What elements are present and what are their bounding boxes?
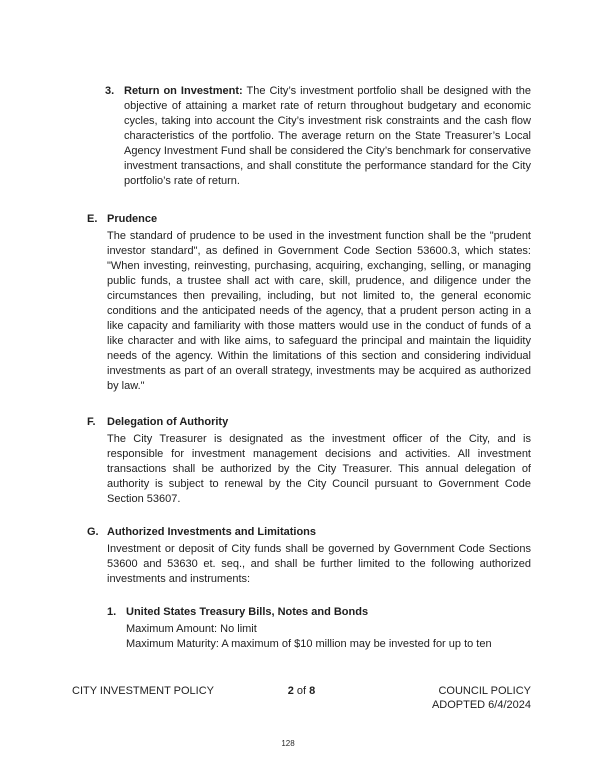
section-authorized-heading: Authorized Investments and Limitations: [107, 526, 317, 538]
section-delegation-text: The City Treasurer is designated as the investment officer of the City, and is responsible for investment management decisions and activities. All investment transactions shall be authorized by the City Treasurer. This annual delegation of authority is subject to renewal by the City Council pursuant to Government Code Section 53607.: [107, 433, 531, 505]
footer-page-separator: of: [293, 685, 310, 697]
maximum-maturity-line: Maximum Maturity: A maximum of $10 million may be invested for up to ten: [126, 638, 492, 650]
footer-page-indicator: [288, 684, 316, 698]
section-prudence-text: The standard of prudence to be used in the investment function shall be the "prudent investor standard", as defined in Government Code Section 53600.3, which states: "When investing, reinvesting, purchasing, acquiring, exchanging, selling, or managing public funds, a trustee shall act with care, skill, prudence, and diligence under the circumstances then prevailing, including, but not limited to, the general economic conditions and the anticipated needs of the agency, that a prudent person acting in a like capacity and familiarity with those matters would use in the conduct of funds of a like character and with like aims, to safeguard the principal and maintain the liquidity needs of the agency. Within the limitations of this section and considering individual investments as part of an overall strategy, investments may be acquired as authorized by law.": [107, 230, 531, 392]
list-item-1-content: [126, 605, 531, 652]
footer-adopted-date: ADOPTED 6/4/2024: [431, 699, 531, 711]
list-item-3-text: The City’s investment portfolio shall be designed with the objective of attaining a market rate of return throughout budgetary and economic cycles, taking into account the City’s investment risk constraints and the cash flow characteristics of the portfolio. The average return on the State Treasurer’s Local Agency Investment Fund shall be considered the City’s benchmark for conservative investment transactions, and shall constitute the performance standard for the City portfolio’s rate of return.: [124, 85, 532, 187]
document-body: [87, 84, 531, 652]
section-delegation-letter: F.: [87, 416, 96, 428]
scan-page-number: 128: [281, 739, 295, 748]
maximum-amount-line: Maximum Amount: No limit: [126, 623, 257, 635]
section-prudence-heading: Prudence: [107, 213, 158, 225]
section-authorized-body: [107, 525, 531, 652]
list-item-3-lead: Return on Investment:: [124, 85, 243, 97]
list-item-1-number: 1.: [107, 606, 117, 618]
section-delegation-of-authority: [87, 415, 531, 507]
list-item-3: [105, 84, 531, 189]
list-item-3-paragraph: [124, 84, 531, 189]
section-prudence: [87, 212, 531, 394]
section-prudence-letter: E.: [87, 213, 98, 225]
footer-page-current: 2: [287, 685, 294, 697]
list-item-1-heading: United States Treasury Bills, Notes and Bonds: [126, 606, 369, 618]
footer-council-policy: [432, 684, 531, 712]
footer-council-policy-line1: COUNCIL POLICY: [438, 685, 531, 697]
section-authorized-text: Investment or deposit of City funds shall be governed by Government Code Sections 53600 and 53630 et. seq., and shall be further limited to the following authorized investments and instruments:: [107, 543, 531, 585]
section-delegation-body: [107, 415, 531, 507]
section-prudence-body: [107, 212, 531, 394]
footer-policy-title: CITY INVESTMENT POLICY: [72, 685, 215, 697]
list-item-1-treasury: [107, 605, 531, 652]
section-authorized-letter: G.: [87, 526, 99, 538]
footer-page-total: 8: [309, 685, 316, 697]
list-item-3-number: 3.: [105, 85, 115, 97]
section-delegation-heading: Delegation of Authority: [107, 416, 229, 428]
section-authorized-investments: [87, 525, 531, 652]
